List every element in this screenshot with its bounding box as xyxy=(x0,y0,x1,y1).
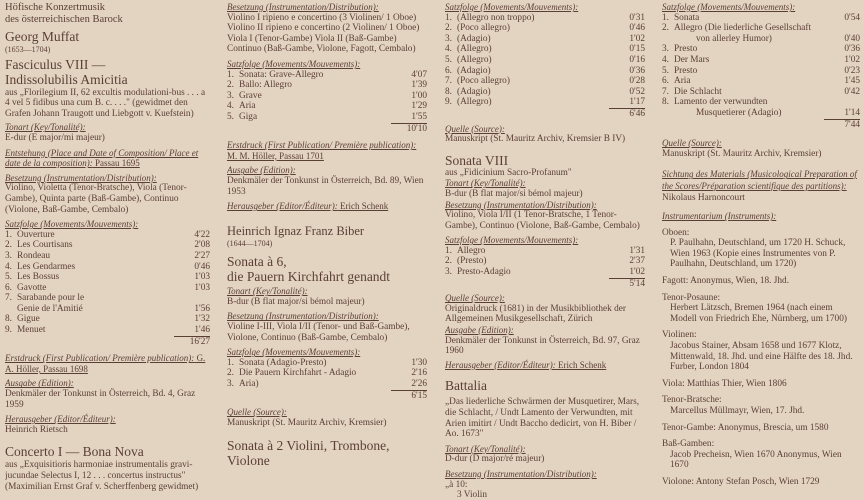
viola: Viola: Matthias Thier, Wien 1806 xyxy=(662,378,787,389)
movement-row: 1. Ouverture 4'22 xyxy=(5,229,210,240)
erstdruck-value: M. M. Höller, Passau 1701 xyxy=(227,150,324,161)
quelle-value: Manuskript (St. Mauritz Archiv, Kremsier) xyxy=(227,417,387,428)
column-1 xyxy=(5,0,210,500)
movement-list-2 xyxy=(445,246,645,278)
posaune-label: Tenor-Posaune: xyxy=(662,292,721,303)
battalia-title: Battalia xyxy=(445,378,487,394)
sonata-title-2: die Pauern Kirchfahrt genandt xyxy=(227,269,391,285)
movement-list xyxy=(5,230,210,336)
quelle-value: Manuskript (St. Mauritz Archiv, Kremsier B IV) xyxy=(445,134,626,145)
bassgamben-label: Baß-Gamben: xyxy=(662,439,715,450)
movement-row: Musquetierer (Adagio) 1'14 xyxy=(696,107,860,118)
movement-list xyxy=(662,13,860,119)
tonart-value: B-dur (B flat major/si bémol majeur) xyxy=(227,296,365,307)
instrumentarium-label: Instrumentarium (Instruments): xyxy=(662,211,777,222)
herausgeber-label: Herausgeber (Editor/Éditeur): Erich Schenk xyxy=(445,359,607,370)
battalia-description: „Das liederliche Schwärmen der Musquetirer, Mars, die Schlacht, / Undt Lamento der Verwundten, mit Arien imitirt / Undt Baccho dedicirt, von H. Biber / Ao. 1673" xyxy=(445,397,640,440)
quelle-label: Quelle (Source): xyxy=(227,407,287,418)
besetzung-value: Violino I ripieno e concertino (3 Violinen/ 1 Oboe) Violino II ripieno e concertino (2 Violinen/ 1 Oboe) Viola I (Tenor-Gambe) Viola II (Baß-Gambe) Continuo (Baß-Gambe, Violone, Fagott, Cembalo) xyxy=(227,12,420,55)
fagott: Fagott: Anonymus, Wien, 18. Jhd. xyxy=(662,276,790,287)
movement-row: 1. Sonata: Grave-Allegro 4'07 xyxy=(227,69,427,80)
besetzung-label: Besetzung (Instrumentation/Distribution): xyxy=(445,199,597,210)
movement-row: 2. Die Pauern Kirchfahrt - Adagio 2'16 xyxy=(227,368,427,379)
quelle-value: Manuskript (St. Mauritz Archiv, Kremsier) xyxy=(662,148,822,159)
sonata2-title-1: Sonata à 2 Violini, Trombone, xyxy=(227,438,390,454)
movement-row: 1. Sonata (Adagio-Presto) 1'30 xyxy=(227,357,427,368)
tonart2-value: D-dur (D major/ré majeur) xyxy=(445,454,545,465)
column-2 xyxy=(227,0,427,500)
tonart-label: Tonart (Key/Tonalité): xyxy=(445,178,526,189)
herausgeber-label: Herausgeber (Editor/Éditeur): xyxy=(5,414,116,425)
tonart-label: Tonart (Key/Tonalité): xyxy=(5,122,86,133)
movement-row: 3. Presto 0'36 xyxy=(662,44,860,55)
ausgabe-label: Ausgabe (Edition): xyxy=(227,165,296,176)
total-duration: 6'46 xyxy=(629,108,645,119)
movement-list xyxy=(445,13,645,108)
movement-row: 6. Aria 1'45 xyxy=(662,76,860,87)
ausgabe-value: Denkmäler der Tonkunst in Österreich, Bd. 89, Wien 1953 xyxy=(227,175,424,197)
sichtung: Sichtung des Materials (Musicological Preparation of the Scores/Préparation scientifique des partitions): Nikolaus Harnoncourt xyxy=(662,169,857,203)
movement-row: 4. Der Mars 1'02 xyxy=(662,54,860,65)
ausgabe-value: Denkmäler der Tonkunst in Österreich, Bd. 97, Graz 1960 xyxy=(445,335,640,357)
entstehung-value: Passau 1695 xyxy=(94,158,140,169)
ausgabe-label: Ausgabe (Edition): xyxy=(5,378,74,389)
composer-dates: (1644—1704) xyxy=(227,238,273,248)
besetzung-label: Besetzung (Instrumentation/Distribution): xyxy=(5,172,157,183)
movement-row: 8. (Adagio) 0'52 xyxy=(445,86,645,97)
besetzung-label: Besetzung (Instrumentation/Distribution): xyxy=(227,2,379,12)
movement-list xyxy=(227,70,427,123)
movement-row: 1. Allegro 1'31 xyxy=(445,245,645,256)
movement-row: 5. Presto 0'23 xyxy=(662,65,860,76)
besetzung2-label: Besetzung (Instrumentation/Distribution): xyxy=(445,468,597,479)
movement-row: 1. (Allegro non troppo) 0'31 xyxy=(445,12,645,23)
satzfolge-label: Satzfolge (Movements/Mouvements): xyxy=(662,2,796,12)
besetzung2-label: Besetzung (Instrumentation/Distribution): xyxy=(227,311,379,322)
composer-biber: Heinrich Ignaz Franz Biber xyxy=(227,223,365,238)
satzfolge-label: Satzfolge (Movements/Mouvements): xyxy=(445,2,579,12)
movement-row: 3. (Adagio) 1'02 xyxy=(445,33,645,44)
sonata-viii-desc: aus „Fidicinium Sacro-Profanum" xyxy=(445,167,572,178)
erstdruck-label: Erstdruck (First Publication/ Première publication): G. A. Höller, Passau 1698 xyxy=(5,353,206,374)
work-description: aus „Florilegium II, 62 excultis modulationi-bus . . . a 4 vel 5 fidibus una cum B. c. . . ." (gewidmet den Grafen Johann Traugott und Liebgott v. Kuefstein) xyxy=(5,87,206,119)
bassgamben-value: Jacob Precheisn, Wien 1670 Anonymus, Wien 1670 xyxy=(670,449,842,471)
movement-row: 4. Aria 1'29 xyxy=(227,101,427,112)
bratsche-label: Tenor-Bratsche: xyxy=(662,395,722,406)
movement-row: 6. (Adagio) 0'36 xyxy=(445,65,645,76)
tonart-label: Tonart (Key/Tonalité): xyxy=(227,286,308,297)
movement-row: 5. (Allegro) 0'16 xyxy=(445,54,645,65)
total-duration-2: 5'14 xyxy=(629,278,645,289)
besetzung-value: Violino, Violetta (Tenor-Bratsche), Viola (Tenor-Gambe), Quinta parte (Baß-Gambe), Continuo (Violone, Baß-Gambe, Cembalo) xyxy=(5,183,187,215)
total-duration-2: 6'15 xyxy=(411,390,427,401)
entstehung-label: Entstehung (Place and Date of Composition/ Place et date de la composition): Passau 1695 xyxy=(5,147,199,169)
herausgeber-value: Erich Schenk xyxy=(557,359,607,370)
movement-row: 1. Sonata 0'54 xyxy=(662,12,860,23)
movement-row: 9. (Allegro) 1'17 xyxy=(445,97,645,108)
satzfolge2-label: Satzfolge (Movements/Mouvements): xyxy=(445,235,579,246)
movement-row: 4. (Allegro) 0'15 xyxy=(445,44,645,55)
column-3 xyxy=(445,0,645,500)
violone: Violone: Antony Stefan Posch, Wien 1729 xyxy=(662,476,820,487)
header-line-2: des österreichischen Barock xyxy=(5,14,123,25)
quelle2-label: Quelle (Source): xyxy=(445,293,505,304)
movement-row: Genie de l'Amitié 1'56 xyxy=(17,303,210,314)
oboen-label: Oboen: xyxy=(662,227,690,238)
sonata2-title-2: Violone xyxy=(227,453,270,469)
movement-row: 9. Menuet 1'46 xyxy=(5,325,210,336)
satzfolge-label: Satzfolge (Movements/Mouvements): xyxy=(227,58,361,69)
movement-row: 8. Lamento der verwundten xyxy=(662,97,768,108)
ausgabe-value: Denkmäler der Tonkunst in Österreich, Bd. 4, Graz 1959 xyxy=(5,389,196,410)
movement-row: 3. Presto-Adagio 1'02 xyxy=(445,267,645,278)
tonart-value: E-dur (E major/mi majeur) xyxy=(5,132,105,143)
total-duration: 16'27 xyxy=(189,336,210,347)
posaune-value: Herbert Lätzsch, Bremen 1964 (nach einem Modell von Friedrich Ehe, Nürnberg, um 1700) xyxy=(670,303,847,324)
concerto-description: aus „Exquisitioris harmoniae instrumentalis gravi-jucundae Selectus I, 12 . . . concertus instructus" (Maximilian Ernst Graf v. Scherffenberg gewidmet) xyxy=(5,460,199,492)
movement-row: 2. (Presto) 2'37 xyxy=(445,256,645,267)
bratsche-value: Marcellus Müllmayr, Wien, 17. Jhd. xyxy=(670,406,805,416)
movement-row: 7. (Poco allegro) 0'28 xyxy=(445,76,645,87)
movement-row: 7. Sarabande pour le xyxy=(5,293,85,304)
movement-list-2 xyxy=(227,358,427,390)
erstdruck-label: Erstdruck (First Publication/ Première publication): M. M. Höller, Passau 1701 xyxy=(227,140,417,161)
movement-row: 4. Les Gendarmes 0'46 xyxy=(5,261,210,272)
movement-row: 8. Gigue 1'32 xyxy=(5,314,210,325)
movement-row: 3. Rondeau 2'27 xyxy=(5,250,210,261)
total-duration: 7'44 xyxy=(844,119,860,130)
sonata-title-1: Sonata à 6, xyxy=(227,254,287,270)
tenorgambe: Tenor-Gambe: Anonymus, Brescia, um 1580 xyxy=(662,422,829,433)
quelle-label: Quelle (Source): xyxy=(445,123,505,134)
quelle-label: Quelle (Source): xyxy=(662,138,722,149)
movement-row: 2. Les Courtisans 2'08 xyxy=(5,240,210,251)
movement-row: 6. Gavotte 1'03 xyxy=(5,282,210,293)
erstdruck-value: G. A. Höller, Passau 1698 xyxy=(5,353,206,374)
besetzung2-value-2: 3 Violin xyxy=(457,490,488,500)
ausgabe-label: Ausgabe (Edition): xyxy=(445,325,514,336)
tonart2-label: Tonart (Key/Tonalité): xyxy=(445,443,526,454)
besetzung-value: Violino, Viola I/II (1 Tenor-Bratsche, 1 Tenor-Gambe), Continuo (Violone, Baß-Gambe, Cembalo) xyxy=(445,210,640,231)
herausgeber-value: Erich Schenk xyxy=(339,201,389,212)
movement-row: 5. Les Bossus 1'03 xyxy=(5,272,210,283)
movement-row: 3. Grave 1'00 xyxy=(227,90,427,101)
column-4 xyxy=(662,0,860,500)
herausgeber-label: Herausgeber (Editor/Éditeur): Erich Schenk xyxy=(227,201,389,212)
movement-row: 2. (Poco allegro) 0'46 xyxy=(445,23,645,34)
movement-row: von allerley Humor) 0'40 xyxy=(696,33,860,44)
movement-row: 2. Ballo: Allegro 1'39 xyxy=(227,80,427,91)
movement-row: 7. Die Schlacht 0'42 xyxy=(662,86,860,97)
composer-muffat: Georg Muffat xyxy=(5,29,80,44)
satzfolge2-label: Satzfolge (Movements/Mouvements): xyxy=(227,347,361,358)
herausgeber-value: Heinrich Rietsch xyxy=(5,424,68,435)
work-title-2: Indissolubilis Amicitia xyxy=(5,71,128,87)
oboen-value: P. Paulhahn, Deutschland, um 1720 H. Schuck, Wien 1963 (Kopie eines Instrumentes von P. Paulhahn, Deutschland, um 1720) xyxy=(670,238,846,270)
besetzung2-value: Violine I-III, Viola I/II (Tenor- und Baß-Gambe), Violone, Continuo (Baß-Gambe, Cembalo) xyxy=(227,322,410,343)
total-duration: 10'10 xyxy=(406,123,427,134)
tonart-value: B-dur (B flat major/si bémol majeur) xyxy=(445,188,583,199)
concerto-title: Concerto I — Bona Nova xyxy=(5,444,144,460)
quelle2-value: Originaldruck (1681) in der Musikbibliothek der Allgemeinen Musikgesellschaft, Zürich xyxy=(445,303,626,325)
movement-row: 2. Allegro (Die liederliche Gesellschaft xyxy=(662,23,812,34)
movement-row: 3. Aria) 2'26 xyxy=(227,379,427,390)
besetzung2-value: „à 10: xyxy=(445,479,468,490)
header-line-1: Höfische Konzertmusik xyxy=(5,2,106,13)
work-title-1: Fasciculus VIII — xyxy=(5,56,106,72)
violinen-label: Violinen: xyxy=(662,330,697,341)
movement-row: 5. Giga 1'55 xyxy=(227,111,427,122)
satzfolge-label: Satzfolge (Movements/Mouvements): xyxy=(5,219,139,230)
violinen-value: Jacobus Stainer, Absam 1658 und 1677 Klotz, Mittenwald, 18. Jhd. und eine Hälfte des 18. Jhd. Furber, London 1804 xyxy=(670,341,853,373)
sonata-viii-title: Sonata VIII xyxy=(445,152,509,168)
sichtung-value: Nikolaus Harnoncourt xyxy=(662,192,745,203)
composer-dates: (1653—1704) xyxy=(5,45,51,54)
